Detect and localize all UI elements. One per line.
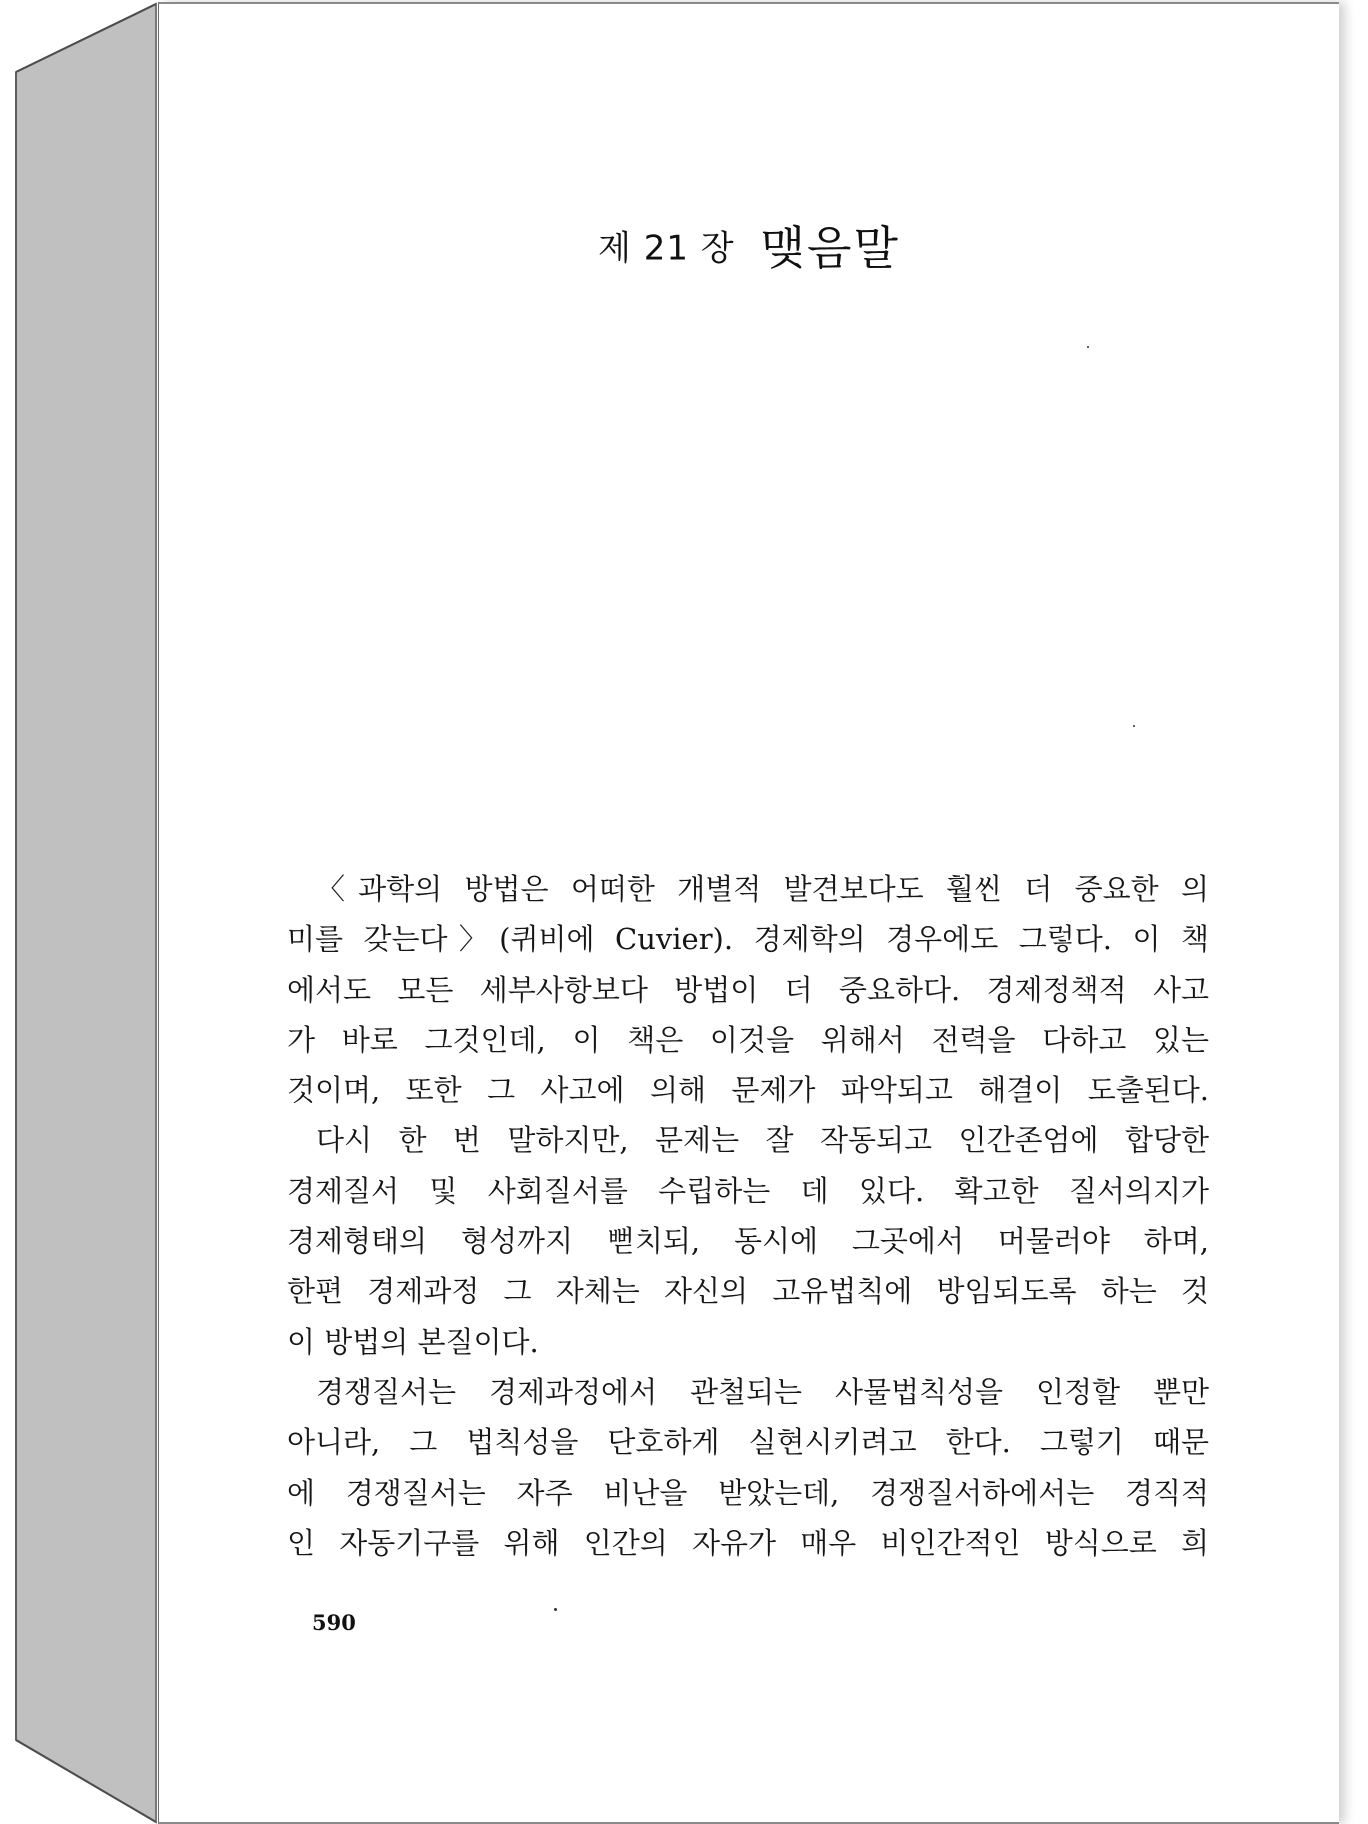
print-speck	[1087, 346, 1089, 348]
text-line: 것이며, 또한 그 사고에 의해 문제가 파악되고 해결이 도출된다.	[287, 1073, 1209, 1108]
text-line: 경쟁질서는 경제과정에서 관철되는 사물법칙성을 인정할 뿐만	[316, 1374, 1209, 1409]
text-line: 경제질서 및 사회질서를 수립하는 데 있다. 확고한 질서의지가	[287, 1173, 1209, 1208]
paragraph	[287, 1367, 1209, 1568]
text-line: 이 방법의 본질이다.	[287, 1324, 539, 1359]
chapter-title: 맺음말	[760, 221, 900, 275]
text-line: 가 바로 그것인데, 이 책은 이것을 위해서 전력을 다하고 있는	[287, 1022, 1209, 1057]
print-speck	[1133, 725, 1135, 727]
text-line: 〈과학의 방법은 어떠한 개별적 발견보다도 훨씬 더 중요한 의	[316, 872, 1209, 906]
text-line: 아니라, 그 법칙성을 단호하게 실현시키려고 한다. 그렇기 때문	[287, 1425, 1209, 1460]
text-line: 경제형태의 형성까지 뻗치되, 동시에 그곳에서 머물러야 하며,	[287, 1224, 1209, 1259]
paragraph	[287, 864, 1209, 1115]
chapter-number: 제 21 장	[598, 228, 735, 269]
text-line: 에 경쟁질서는 자주 비난을 받았는데, 경쟁질서하에서는 경직적	[287, 1475, 1209, 1510]
text-line: 인 자동기구를 위해 인간의 자유가 매우 비인간적인 방식으로 희	[287, 1525, 1209, 1560]
body-text	[287, 864, 1209, 1568]
text-line: 한편 경제과정 그 자체는 자신의 고유법칙에 방임되도록 하는 것	[287, 1274, 1209, 1309]
text-line: 에서도 모든 세부사항보다 방법이 더 중요하다. 경제정책적 사고	[287, 972, 1209, 1007]
print-speck	[554, 1608, 557, 1611]
book-page	[158, 2, 1339, 1824]
chapter-heading	[159, 212, 1339, 278]
text-line: 미를 갖는다〉(퀴비에 Cuvier). 경제학의 경우에도 그렇다. 이 책	[287, 922, 1209, 957]
page-number: 590	[312, 1610, 356, 1635]
paragraph	[287, 1115, 1209, 1366]
text-line: 다시 한 번 말하지만, 문제는 잘 작동되고 인간존엄에 합당한	[316, 1123, 1209, 1158]
